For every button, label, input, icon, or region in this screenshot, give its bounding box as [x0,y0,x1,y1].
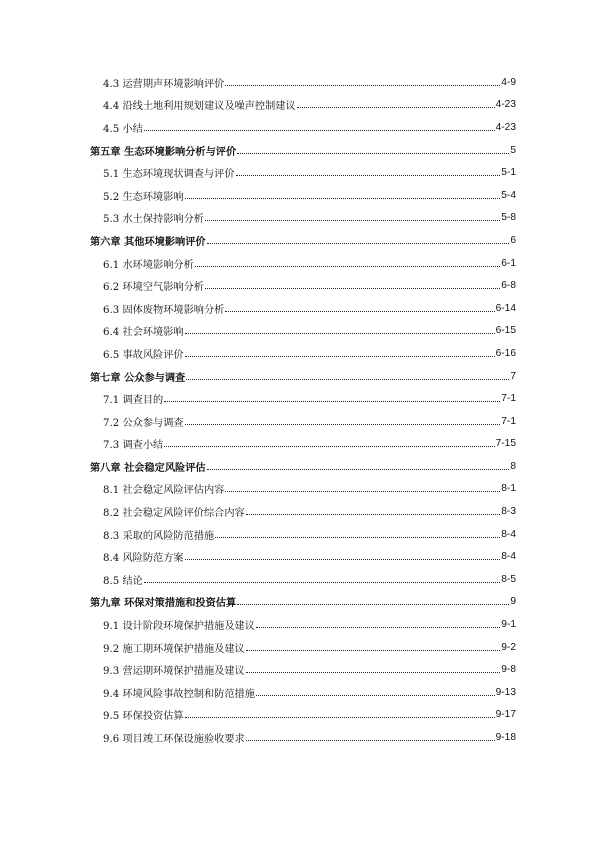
toc-entry-page-number: 9-1 [501,619,516,631]
toc-entry-page-number: 6-1 [501,257,516,269]
toc-section-entry[interactable] [0,184,516,207]
toc-section-entry[interactable] [0,161,516,184]
dot-leader [185,344,495,357]
dot-leader [164,434,494,447]
toc-entry-page-number: 8-4 [501,528,516,540]
toc-entry-title: 6.3 固体废物环境影响分析 [103,304,225,316]
toc-entry-title: 5.3 水土保持影响分析 [103,214,204,226]
dot-leader [256,615,500,628]
dot-leader [246,728,495,741]
toc-section-entry[interactable] [0,658,516,681]
toc-section-entry[interactable] [0,704,516,727]
dot-leader [195,254,501,267]
toc-entry-title: 7.3 调查小结 [103,440,164,452]
toc-entry-title: 5.1 生态环境现状调查与评价 [103,169,235,181]
toc-entry-page-number: 5-4 [501,189,516,201]
toc-entry-title: 4.3 运营期声环境影响评价 [103,78,225,90]
toc-entry-title: 9.2 施工期环境保护措施及建议 [103,643,245,655]
toc-section-entry[interactable] [0,545,516,568]
toc-entry-page-number: 7 [510,370,516,382]
toc-entry-page-number: 4-23 [495,121,516,133]
dot-leader [225,479,500,492]
toc-entry-title: 9.1 设计阶段环境保护措施及建议 [103,621,255,633]
toc-entry-title: 7.2 公众参与调查 [103,417,184,429]
toc-section-entry[interactable] [0,410,516,433]
toc-section-entry[interactable] [0,252,516,275]
toc-entry-page-number: 9-8 [501,664,516,676]
toc-entry-page-number: 6-16 [495,347,516,359]
toc-entry-page-number: 9-2 [501,641,516,653]
toc-section-entry[interactable] [0,478,516,501]
toc-section-entry[interactable] [0,116,516,139]
toc-entry-page-number: 8-1 [501,483,516,495]
toc-entry-title: 9.5 环保投资估算 [103,711,184,723]
toc-section-entry[interactable] [0,433,516,456]
toc-entry-page-number: 6-8 [501,280,516,292]
toc-entry-page-number: 7-15 [495,438,516,450]
dot-leader [215,525,500,538]
toc-entry-page-number: 9-18 [495,732,516,744]
toc-entry-title: 第八章 社会稳定风险评估 [90,461,206,474]
toc-entry-page-number: 8 [510,460,516,472]
toc-section-entry[interactable] [0,342,516,365]
toc-entry-page-number: 8-4 [501,551,516,563]
toc-section-entry[interactable] [0,274,516,297]
dot-leader [237,141,509,154]
toc-entry-page-number: 4-23 [495,99,516,111]
toc-entry-title: 6.2 环境空气影响分析 [103,282,204,294]
toc-entry-title: 6.1 水环境影响分析 [103,259,194,271]
toc-entry-title: 6.5 事故风险评价 [103,349,184,361]
toc-entry-page-number: 6-14 [495,302,516,314]
toc-entry-title: 9.6 项目竣工环保设施验收要求 [103,734,245,746]
toc-entry-title: 第六章 其他环境影响评价 [90,235,206,248]
toc-entry-page-number: 5-1 [501,167,516,179]
toc-chapter-entry[interactable] [0,229,516,252]
toc-chapter-entry[interactable] [0,365,516,388]
dot-leader [185,321,495,334]
toc-entry-page-number: 9-17 [495,709,516,721]
dot-leader [236,163,501,176]
dot-leader [237,592,509,605]
toc-entry-title: 9.4 环境风险事故控制和防范措施 [103,688,255,700]
dot-leader [185,705,495,718]
dot-leader [185,186,501,199]
dot-leader [207,231,510,244]
dot-leader [185,412,501,425]
toc-section-entry[interactable] [0,726,516,749]
dot-leader [205,276,500,289]
toc-entry-title: 第九章 环保对策措施和投资估算 [90,597,237,610]
toc-entry-title: 第七章 公众参与调查 [90,371,186,384]
toc-chapter-entry[interactable] [0,591,516,614]
dot-leader [297,95,495,108]
toc-section-entry[interactable] [0,71,516,94]
toc-section-entry[interactable] [0,387,516,410]
toc-entry-title: 4.4 沿线土地利用规划建议及噪声控制建议 [103,101,296,113]
toc-entry-page-number: 6-15 [495,325,516,337]
toc-section-entry[interactable] [0,636,516,659]
dot-leader [186,367,509,380]
toc-section-entry[interactable] [0,297,516,320]
dot-leader [246,638,501,651]
table-of-contents [0,71,595,749]
toc-section-entry[interactable] [0,613,516,636]
toc-chapter-entry[interactable] [0,139,516,162]
toc-entry-page-number: 8-3 [501,506,516,518]
toc-section-entry[interactable] [0,207,516,230]
toc-entry-title: 7.1 调查目的 [103,395,164,407]
toc-entry-title: 第五章 生态环境影响分析与评价 [90,145,237,158]
dot-leader [144,570,500,583]
dot-leader [144,118,495,131]
toc-entry-title: 8.5 结论 [103,575,143,587]
toc-section-entry[interactable] [0,568,516,591]
toc-entry-title: 9.3 营运期环境保护措施及建议 [103,666,245,678]
toc-entry-page-number: 7-1 [501,415,516,427]
toc-entry-title: 8.2 社会稳定风险评价综合内容 [103,508,245,520]
dot-leader [246,660,501,673]
dot-leader [205,208,500,221]
dot-leader [256,683,495,696]
toc-section-entry[interactable] [0,94,516,117]
toc-entry-page-number: 5 [510,144,516,156]
toc-entry-page-number: 7-1 [501,393,516,405]
toc-entry-title: 8.3 采取的风险防范措施 [103,530,215,542]
toc-entry-title: 8.1 社会稳定风险评估内容 [103,485,225,497]
toc-entry-page-number: 9-13 [495,686,516,698]
dot-leader [164,389,500,402]
toc-entry-page-number: 5-8 [501,212,516,224]
toc-entry-page-number: 8-5 [501,573,516,585]
toc-entry-title: 6.4 社会环境影响 [103,327,184,339]
toc-chapter-entry[interactable] [0,455,516,478]
toc-section-entry[interactable] [0,500,516,523]
toc-section-entry[interactable] [0,681,516,704]
toc-entry-title: 5.2 生态环境影响 [103,191,184,203]
dot-leader [225,73,500,86]
toc-section-entry[interactable] [0,523,516,546]
toc-entry-title: 8.4 风险防范方案 [103,553,184,565]
toc-section-entry[interactable] [0,320,516,343]
dot-leader [246,502,501,515]
toc-entry-page-number: 9 [510,596,516,608]
toc-entry-page-number: 6 [510,234,516,246]
dot-leader [225,299,494,312]
dot-leader [185,547,501,560]
toc-entry-page-number: 4-9 [501,76,516,88]
dot-leader [207,457,510,470]
toc-entry-title: 4.5 小结 [103,123,143,135]
